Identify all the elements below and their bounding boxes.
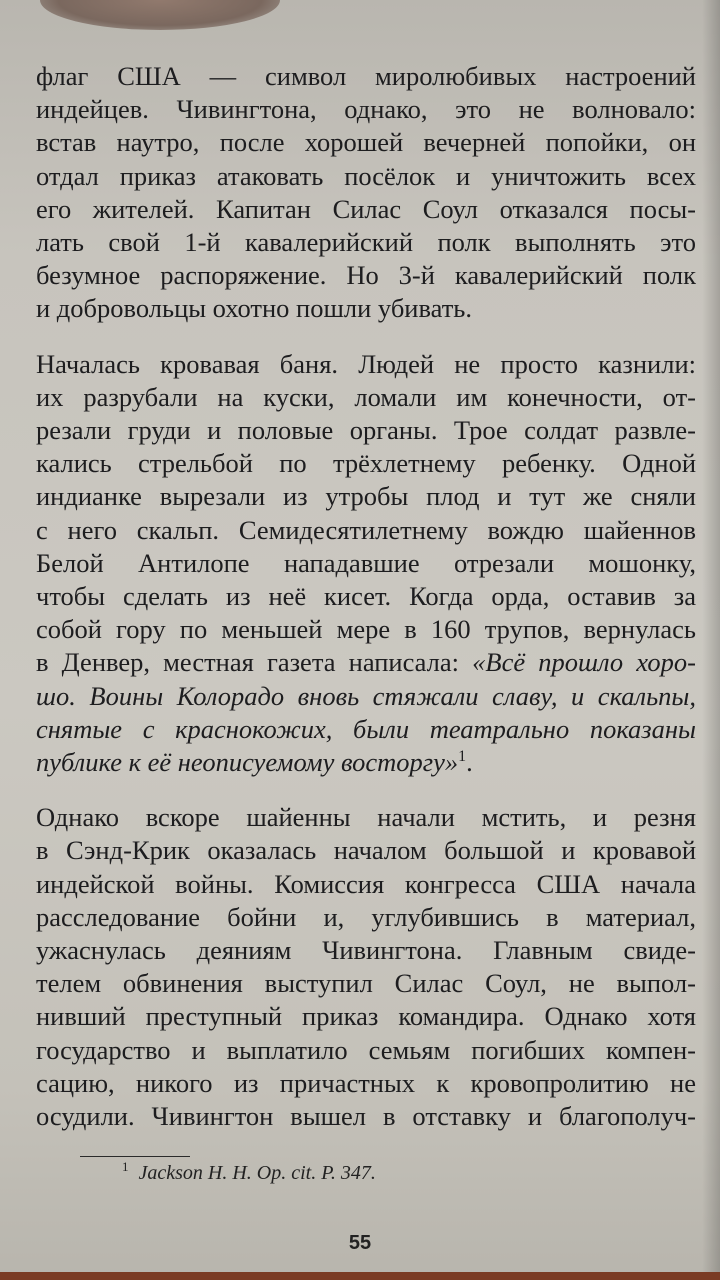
text-line: индианке вырезали из утробы плод и тут же сняли <box>36 481 696 512</box>
text-line: ужаснулась деяниям Чивингтона. Главным свиде- <box>36 935 696 966</box>
text-line: в Сэнд-Крик оказалась началом большой и кровавой <box>36 835 696 866</box>
text-line: его жителей. Капитан Силас Соул отказался посы- <box>36 193 696 224</box>
text-line: нивший преступный приказ командира. Однако хотя <box>36 1001 696 1032</box>
footnote-text: Jackson H. H. Op. cit. P. 347. <box>138 1162 376 1184</box>
text-line: собой гору по меньшей мере в 160 трупов, вернулась <box>36 614 696 645</box>
text-line: индейской войны. Комиссия конгресса США начала <box>36 868 696 899</box>
text-line: резали груди и половые органы. Трое солдат развле- <box>36 415 696 446</box>
text-line <box>36 646 696 679</box>
text-line: флаг США — символ миролюбивых настроений <box>36 61 696 91</box>
quote-line: шо. Воины Колорадо вновь стяжали славу, и скальпы, <box>36 680 696 711</box>
page-number: 55 <box>348 1232 372 1254</box>
quote-line: снятые с краснокожих, были театрально показаны <box>36 713 696 744</box>
text-line: Однако вскоре шайенны начали мстить, и резня <box>36 802 696 833</box>
text-line <box>36 746 696 779</box>
text-line: осудили. Чивингтон вышел в отставку и благополуч- <box>36 1101 696 1132</box>
text-line: кались стрельбой по трёхлетнему ребенку. Одной <box>36 448 696 479</box>
footnote-divider <box>80 1156 190 1157</box>
text-line: их разрубали на куски, ломали им конечности, от- <box>36 381 696 412</box>
text-line: расследование бойни и, углубившись в материал, <box>36 901 696 932</box>
finger-shadow <box>40 0 280 30</box>
text-line: телем обвинения выступил Силас Соул, не выпол- <box>36 968 696 999</box>
text-line: безумное распоряжение. Но 3-й кавалерийский полк <box>36 260 696 291</box>
text-line: с него скальп. Семидесятилетнему вождю шайеннов <box>36 514 696 545</box>
quote-intro: в Денвер, местная газета написала: <box>36 647 473 678</box>
body-text <box>36 60 696 1133</box>
text-line: и добровольцы охотно пошли убивать. <box>36 293 473 324</box>
text-line: чтобы сделать из неё кисет. Когда орда, оставив за <box>36 581 696 612</box>
paragraph-3 <box>36 801 696 1133</box>
paragraph-1 <box>36 60 696 326</box>
text-line: Началась кровавая баня. Людей не просто казнили: <box>36 348 696 379</box>
book-cover-edge <box>0 1272 720 1280</box>
quote-line: публике к её неописуемому восторгу» <box>36 747 459 778</box>
text-line: сацию, никого из причастных к кровопролитию не <box>36 1067 696 1098</box>
page-edge-shadow <box>702 0 720 1280</box>
footnote-reference: 1 <box>458 748 467 766</box>
text-line: индейцев. Чивингтона, однако, это не волновало: <box>36 94 696 125</box>
footnote <box>122 1159 376 1185</box>
text-line: отдал приказ атаковать посёлок и уничтожить всех <box>36 160 696 191</box>
text-line: лать свой 1-й кавалерийский полк выполнять это <box>36 227 696 258</box>
text-line: встав наутро, после хорошей вечерней попойки, он <box>36 127 696 158</box>
footnote-mark: 1 <box>122 1159 129 1174</box>
quote-text: «Всё прошло хоро- <box>472 647 696 678</box>
sentence-end: . <box>466 747 473 778</box>
text-line: государство и выплатило семьям погибших компен- <box>36 1034 696 1065</box>
paragraph-2 <box>36 348 696 780</box>
text-line: Белой Антилопе нападавшие отрезали мошонку, <box>36 547 696 578</box>
